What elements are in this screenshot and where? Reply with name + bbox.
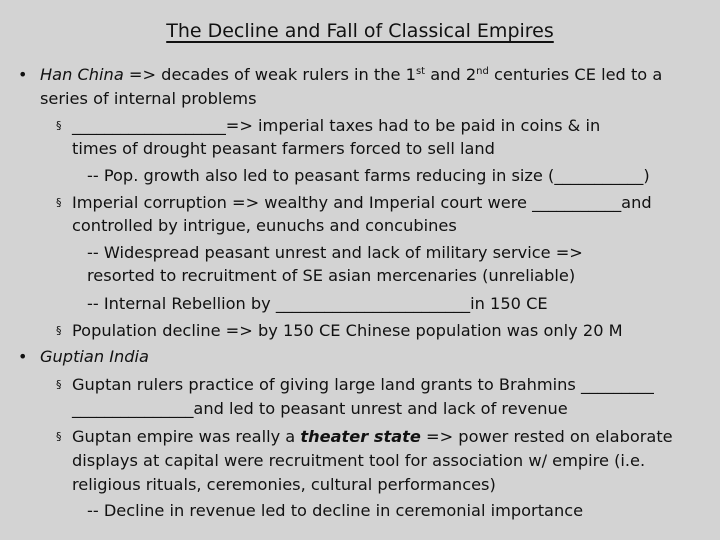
han-intro-b: and 2 — [425, 65, 477, 84]
gupta-theater-line4: -- Decline in revenue led to decline in ceremonial importance — [87, 501, 584, 520]
sub-bullet-taxes: § — [56, 119, 62, 132]
gupta-theater-b: => power rested on elaborate — [420, 427, 673, 446]
gupta-heading-line — [40, 344, 149, 370]
sub-bullet-land-grants: § — [56, 378, 62, 391]
gupta-theater-line2: displays at capital were recruitment tool for association w/ empire (i.e. — [72, 451, 646, 470]
han-corruption-line1: Imperial corruption => wealthy and Imperial court were ___________and — [72, 193, 652, 212]
sub-bullet-theater-state: § — [56, 430, 62, 443]
han-intro-sup2: nd — [476, 66, 489, 77]
han-intro-line2: series of internal problems — [40, 89, 257, 108]
gupta-theater-line3: religious rituals, ceremonies, cultural performances) — [72, 475, 496, 494]
han-population-line: Population decline => by 150 CE Chinese population was only 20 M — [72, 321, 623, 340]
gupta-theater-a: Guptan empire was really a — [72, 427, 301, 446]
bullet-gupta: • — [18, 347, 28, 366]
han-corruption-line5: -- Internal Rebellion by ________________________in 150 CE — [87, 294, 548, 313]
gupta-heading: Guptian India — [40, 347, 149, 366]
han-intro-sup1: st — [415, 66, 426, 77]
han-heading: Han China — [40, 65, 124, 84]
han-corruption-line4: resorted to recruitment of SE asian mercenaries (unreliable) — [87, 266, 576, 285]
gupta-theater-line1 — [72, 424, 673, 450]
han-heading-line — [40, 62, 662, 88]
sub-bullet-population: § — [56, 324, 62, 337]
gupta-grants-line1: Guptan rulers practice of giving large land grants to Brahmins _________ — [72, 375, 654, 394]
han-corruption-line3: -- Widespread peasant unrest and lack of military service => — [87, 243, 583, 262]
sub-bullet-corruption: § — [56, 196, 62, 209]
han-taxes-line1: ___________________=> imperial taxes had to be paid in coins & in — [72, 116, 601, 135]
han-intro-c: centuries CE led to a — [488, 65, 663, 84]
bullet-han: • — [18, 65, 28, 84]
gupta-theater-term: theater state — [300, 427, 421, 446]
gupta-grants-line2: _______________and led to peasant unrest and lack of revenue — [72, 399, 568, 418]
han-taxes-line2: times of drought peasant farmers forced to sell land — [72, 139, 495, 158]
page-title: The Decline and Fall of Classical Empires — [166, 20, 554, 42]
han-corruption-line2: controlled by intrigue, eunuchs and concubines — [72, 216, 457, 235]
han-intro-a: => decades of weak rulers in the 1 — [123, 65, 416, 84]
han-taxes-line3: -- Pop. growth also led to peasant farms reducing in size (___________) — [87, 166, 650, 185]
